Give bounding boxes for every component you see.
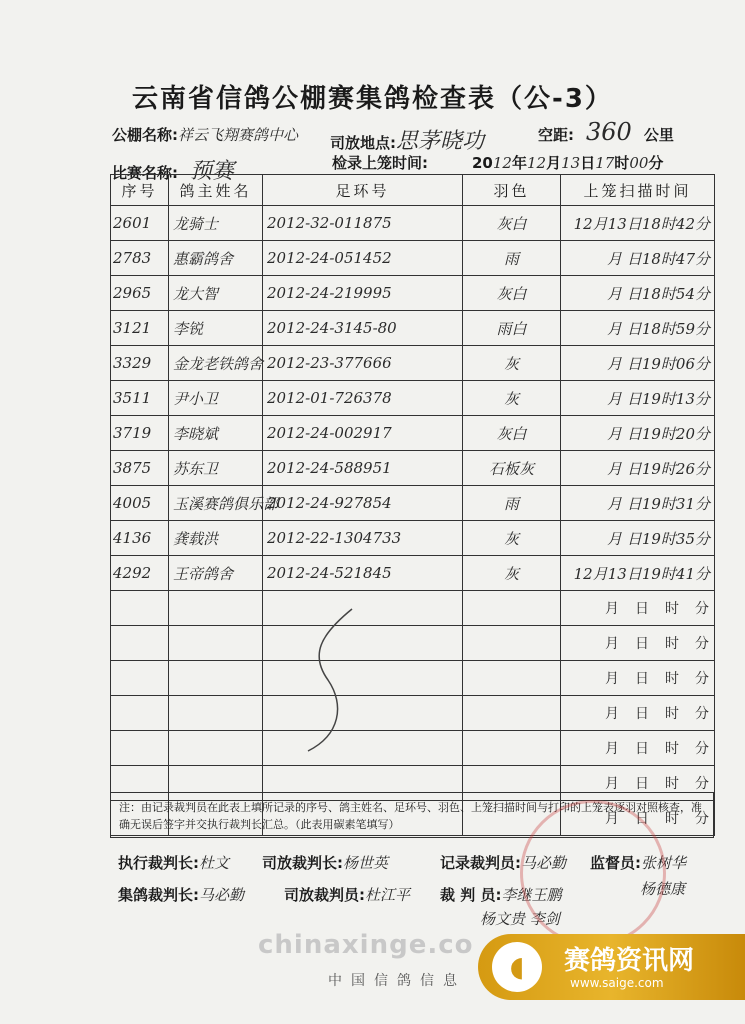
cell-feather-color-empty: [463, 696, 561, 731]
blank-row: [111, 626, 715, 661]
collect-judge-field: [118, 884, 244, 905]
distance-unit: 公里: [643, 126, 674, 144]
cell-no: 2601: [111, 206, 169, 241]
exec-judge-label: 执行裁判长:: [118, 854, 199, 872]
cell-scan-time: 12月13日18时42分: [561, 206, 715, 241]
cell-ring-number: 2012-24-002917: [263, 416, 463, 451]
race-label: 比赛名称:: [112, 164, 178, 182]
cell-scan-time: 月 日18时54分: [561, 276, 715, 311]
judge-label: 裁 判 员:: [440, 886, 502, 904]
month-value: 12: [526, 154, 547, 172]
cell-owner-name: 王帝鸽舍: [169, 556, 263, 591]
distance-value: 360: [586, 118, 632, 146]
cell-scan-time-template: 月 日 时 分: [561, 731, 715, 766]
blank-row: [111, 591, 715, 626]
cell-no: 3719: [111, 416, 169, 451]
distance-field: [538, 118, 674, 146]
cell-scan-time: 月 日19时20分: [561, 416, 715, 451]
site-logo: [478, 934, 745, 1000]
cell-owner-name: 龙骑士: [169, 206, 263, 241]
cell-feather-color: 雨: [463, 486, 561, 521]
release-value: 思茅晓功: [396, 129, 485, 154]
blank-row: [111, 696, 715, 731]
cell-owner-name: 李晓斌: [169, 416, 263, 451]
release-officer-field: [284, 884, 410, 905]
cell-scan-time: 月 日18时59分: [561, 311, 715, 346]
cell-scan-time: 月 日19时13分: [561, 381, 715, 416]
col-header-no: 序号: [111, 175, 169, 206]
recorder-signature: 马必勤: [521, 854, 567, 872]
check-time-label: 检录上笼时间:: [332, 154, 428, 172]
cell-owner-name: 龚载洪: [169, 521, 263, 556]
hour-char: 时: [614, 154, 630, 172]
cell-ring-number-empty: [263, 731, 463, 766]
cell-owner-name-empty: [169, 591, 263, 626]
cell-ring-number: 2012-24-927854: [263, 486, 463, 521]
logo-name: 赛鸽资讯网: [564, 946, 695, 976]
table-row: [111, 451, 715, 486]
cell-owner-name-empty: [169, 626, 263, 661]
race-value: 预赛: [190, 159, 235, 184]
logo-url: www.saige.com: [570, 976, 664, 990]
watermark-text: chinaxinge.co: [258, 930, 474, 960]
pigeon-table: [110, 174, 715, 836]
cell-no: 2965: [111, 276, 169, 311]
cell-owner-name: 惠霸鸽舍: [169, 241, 263, 276]
supervisor-signature: 张树华: [641, 854, 687, 872]
cell-no: 4292: [111, 556, 169, 591]
year-char: 年: [511, 154, 527, 172]
cell-ring-number: 2012-24-051452: [263, 241, 463, 276]
cell-scan-time: 月 日19时26分: [561, 451, 715, 486]
exec-judge-field: [118, 852, 229, 873]
table-row: [111, 381, 715, 416]
hour-value: 17: [595, 154, 615, 172]
form-title: 云南省信鸽公棚赛集鸽检查表（公-3）: [132, 84, 613, 114]
cell-ring-number: 2012-01-726378: [263, 381, 463, 416]
table-row: [111, 416, 715, 451]
cell-ring-number: 2012-23-377666: [263, 346, 463, 381]
col-header-color: 羽色: [463, 175, 561, 206]
col-header-time: 上笼扫描时间: [561, 175, 715, 206]
supervisor-label: 监督员:: [590, 854, 641, 872]
cell-ring-number: 2012-24-219995: [263, 276, 463, 311]
day-char: 日: [580, 154, 596, 172]
release-judge-signature: 杨世英: [343, 854, 389, 872]
cell-feather-color-empty: [463, 661, 561, 696]
supervisor-signature-2: 杨德康: [640, 880, 686, 898]
recorder-label: 记录裁判员:: [440, 854, 521, 872]
release-judge-label: 司放裁判长:: [262, 854, 343, 872]
cell-feather-color: 灰白: [463, 206, 561, 241]
year-prefix: 20: [472, 154, 493, 172]
exec-judge-signature: 杜文: [199, 854, 230, 872]
cell-scan-time-template: 月 日 时 分: [561, 696, 715, 731]
cell-scan-time-template: 月 日 时 分: [561, 766, 715, 801]
cancel-scribble-icon: [300, 605, 360, 755]
cell-scan-time-template: 月 日 时 分: [561, 801, 715, 836]
cell-owner-name: 玉溪赛鸽俱乐部: [169, 486, 263, 521]
minute-value: 00: [629, 154, 649, 172]
loft-label: 公棚名称:: [112, 126, 178, 144]
table-row: [111, 521, 715, 556]
cell-no: 4136: [111, 521, 169, 556]
table-row: [111, 206, 715, 241]
col-header-name: 鸽主姓名: [169, 175, 263, 206]
cell-feather-color-empty: [463, 591, 561, 626]
cell-scan-time-template: 月 日 时 分: [561, 661, 715, 696]
cell-feather-color: 灰: [463, 556, 561, 591]
cell-ring-number-empty: [263, 591, 463, 626]
table-row: [111, 276, 715, 311]
cell-owner-name: 尹小卫: [169, 381, 263, 416]
cell-owner-name: 金龙老铁鸽舍: [169, 346, 263, 381]
cell-feather-color: 石板灰: [463, 451, 561, 486]
release-label: 司放地点:: [330, 134, 396, 152]
table-row: [111, 556, 715, 591]
cell-scan-time: 12月13日19时41分: [561, 556, 715, 591]
table-row: [111, 486, 715, 521]
table-header-row: [111, 175, 715, 206]
cell-no: 3121: [111, 311, 169, 346]
cell-scan-time: 月 日18时47分: [561, 241, 715, 276]
cell-feather-color-empty: [463, 626, 561, 661]
cell-scan-time-template: 月 日 时 分: [561, 626, 715, 661]
cell-owner-name-empty: [169, 696, 263, 731]
cell-ring-number-empty: [263, 626, 463, 661]
check-time-field: [332, 152, 663, 173]
cell-owner-name-empty: [169, 661, 263, 696]
minute-char: 分: [648, 154, 664, 172]
judge-signature: 李继王鹏: [501, 886, 562, 904]
blank-row: [111, 661, 715, 696]
collect-judge-signature: 马必勤: [199, 886, 245, 904]
cell-feather-color: 雨: [463, 241, 561, 276]
cell-no: 3329: [111, 346, 169, 381]
pigeon-logo-icon: ◖: [492, 942, 542, 992]
cell-no-empty: [111, 591, 169, 626]
cell-ring-number: 2012-24-588951: [263, 451, 463, 486]
distance-label: 空距:: [538, 126, 574, 144]
cell-ring-number: 2012-32-011875: [263, 206, 463, 241]
cell-no: 3511: [111, 381, 169, 416]
loft-value: 祥云飞翔赛鸽中心: [178, 126, 299, 144]
cell-ring-number-empty: [263, 696, 463, 731]
cell-no-empty: [111, 626, 169, 661]
release-judge-field: [262, 852, 388, 873]
cell-owner-name: 李锐: [169, 311, 263, 346]
month-char: 月: [546, 154, 562, 172]
cell-no: 4005: [111, 486, 169, 521]
cell-owner-name: 苏东卫: [169, 451, 263, 486]
cell-no-empty: [111, 696, 169, 731]
cell-ring-number-empty: [263, 661, 463, 696]
cell-owner-name-empty: [169, 731, 263, 766]
table-row: [111, 346, 715, 381]
collect-judge-label: 集鸽裁判长:: [118, 886, 199, 904]
cell-feather-color: 灰: [463, 346, 561, 381]
release-officer-signature: 杜江平: [365, 886, 411, 904]
cell-scan-time: 月 日19时06分: [561, 346, 715, 381]
blank-row: [111, 731, 715, 766]
cell-feather-color: 雨白: [463, 311, 561, 346]
official-stamp: [520, 800, 666, 946]
day-value: 13: [561, 154, 581, 172]
cell-no-empty: [111, 731, 169, 766]
cell-feather-color: 灰白: [463, 416, 561, 451]
cell-scan-time-template: 月 日 时 分: [561, 591, 715, 626]
cell-no-empty: [111, 661, 169, 696]
cell-ring-number: 2012-22-1304733: [263, 521, 463, 556]
cell-feather-color: 灰: [463, 521, 561, 556]
cell-no: 3875: [111, 451, 169, 486]
release-officer-label: 司放裁判员:: [284, 886, 365, 904]
footnote: 注：由记录裁判员在此表上填所记录的序号、鸽主姓名、足环号、羽色、上笼扫描时间与打印的上笼表逐羽对照核查，准确无误后签字并交执行裁判长汇总。（此表用碳素笔填写）: [110, 792, 714, 838]
cell-feather-color: 灰白: [463, 276, 561, 311]
col-header-ring: 足环号: [263, 175, 463, 206]
loft-field: [112, 124, 298, 145]
cell-scan-time: 月 日19时31分: [561, 486, 715, 521]
cell-owner-name: 龙大智: [169, 276, 263, 311]
cell-feather-color-empty: [463, 731, 561, 766]
cell-scan-time: 月 日19时35分: [561, 521, 715, 556]
release-field: [330, 124, 484, 155]
cell-ring-number: 2012-24-3145-80: [263, 311, 463, 346]
watermark-subtext: 中国信鸽信息: [328, 973, 466, 989]
year-suffix: 12: [492, 154, 512, 172]
cell-feather-color: 灰: [463, 381, 561, 416]
table-row: [111, 241, 715, 276]
table-row: [111, 311, 715, 346]
cell-ring-number: 2012-24-521845: [263, 556, 463, 591]
extra-signature: 杨文贵 李剑: [480, 910, 560, 928]
cell-no: 2783: [111, 241, 169, 276]
